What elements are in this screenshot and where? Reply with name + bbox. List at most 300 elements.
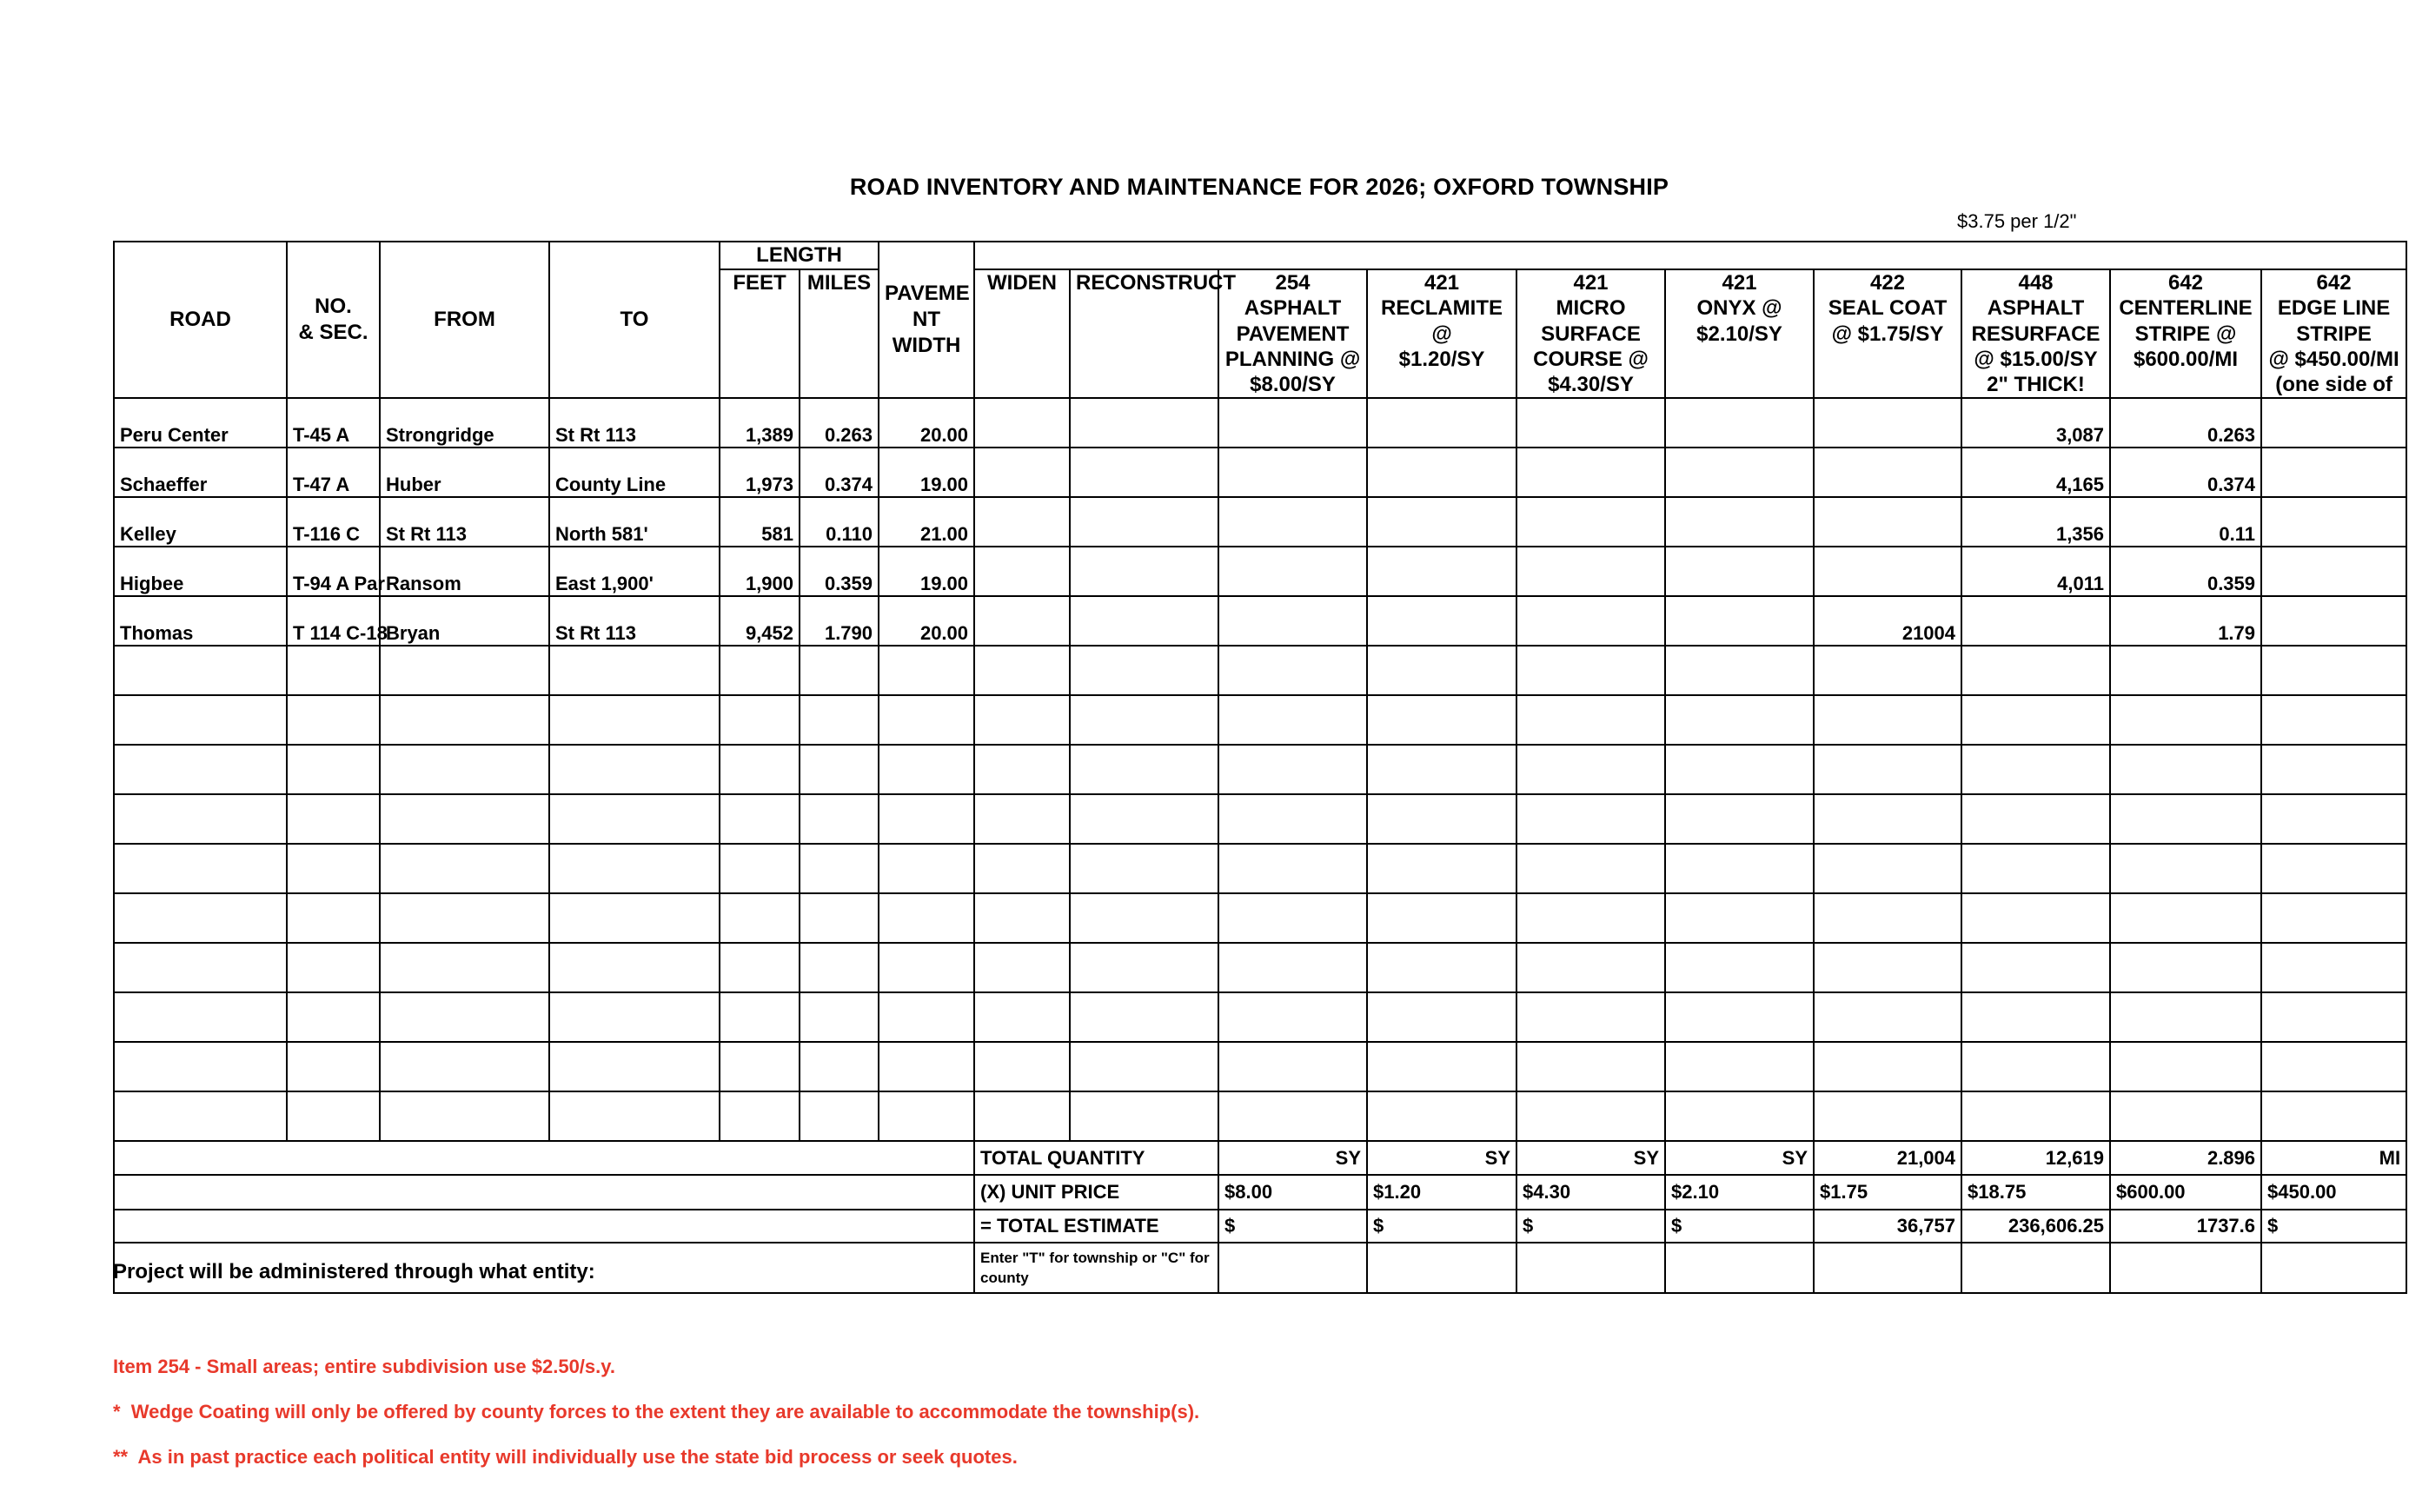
empty-row (114, 794, 2406, 844)
reconstruct-cell (1070, 448, 1218, 497)
table-row (114, 596, 2406, 646)
empty-cell (1961, 893, 2110, 943)
item-value-cell (2261, 398, 2406, 448)
empty-row (114, 943, 2406, 992)
empty-cell (114, 943, 287, 992)
totals-value-cell: SY (1665, 1141, 1814, 1175)
empty-cell (974, 893, 1070, 943)
item-value-cell (1516, 547, 1665, 596)
widen-cell (974, 497, 1070, 547)
empty-cell (1814, 893, 1961, 943)
empty-cell (287, 943, 380, 992)
empty-cell (1070, 1042, 1218, 1091)
header-spacer-strip (974, 242, 2406, 269)
empty-cell (879, 794, 974, 844)
item-value-cell: 0.263 (2110, 398, 2261, 448)
item-value-cell (2261, 448, 2406, 497)
col-header-reconstruct: RECONSTRUCT (1070, 269, 1218, 398)
empty-cell (974, 992, 1070, 1042)
empty-cell (1961, 745, 2110, 794)
table-row (114, 547, 2406, 596)
empty-cell (974, 943, 1070, 992)
price-note: $3.75 per 1/2" (1957, 210, 2077, 232)
empty-cell (1218, 695, 1367, 745)
empty-cell (1665, 943, 1814, 992)
col-header-item-448-asphalt-resurface: 448 ASPHALT RESURFACE @ $15.00/SY 2" THICK! (1961, 269, 2110, 398)
col-header-item-642-centerline-stripe: 642 CENTERLINE STRIPE @ $600.00/MI (2110, 269, 2261, 398)
empty-cell (1218, 745, 1367, 794)
empty-row (114, 1042, 2406, 1091)
empty-cell (114, 1042, 287, 1091)
unit-price-label: (X) UNIT PRICE (974, 1175, 1218, 1210)
empty-cell (974, 695, 1070, 745)
item-value-cell (1516, 398, 1665, 448)
miles-cell: 0.263 (800, 398, 879, 448)
no-sec-cell: T-47 A (287, 448, 380, 497)
empty-cell (1665, 844, 1814, 893)
no-sec-cell: T 114 C-18 (287, 596, 380, 646)
empty-cell (2110, 745, 2261, 794)
empty-cell (1516, 646, 1665, 695)
totals-value-cell: $450.00 (2261, 1175, 2406, 1210)
pavement-width-cell: 21.00 (879, 497, 974, 547)
empty-cell (720, 844, 800, 893)
totals-value-cell: $ (1367, 1210, 1516, 1243)
empty-cell (1070, 893, 1218, 943)
to-cell: East 1,900' (549, 547, 720, 596)
empty-cell (2261, 943, 2406, 992)
empty-cell (2261, 844, 2406, 893)
empty-cell (2261, 695, 2406, 745)
col-header-no-sec: NO. & SEC. (287, 242, 380, 398)
empty-cell (1814, 794, 1961, 844)
to-cell: North 581' (549, 497, 720, 547)
empty-cell (800, 893, 879, 943)
totals-value-cell: $ (2261, 1210, 2406, 1243)
totals-value-cell: 236,606.25 (1961, 1210, 2110, 1243)
empty-cell (1516, 992, 1665, 1042)
empty-cell (380, 844, 549, 893)
empty-cell (287, 646, 380, 695)
col-header-item-642-edge-line-stripe: 642 EDGE LINE STRIPE @ $450.00/MI (one side of (2261, 269, 2406, 398)
empty-cell (1961, 794, 2110, 844)
footnote-state-bid: ** As in past practice each political entity will individually use the state bid process or seek quotes. (113, 1446, 1018, 1468)
from-cell: Strongridge (380, 398, 549, 448)
totals-value-cell: 2.896 (2110, 1141, 2261, 1175)
no-sec-cell: T-94 A Par (287, 547, 380, 596)
feet-cell: 1,973 (720, 448, 800, 497)
totals-value-cell: $ (1665, 1210, 1814, 1243)
empty-cell (879, 943, 974, 992)
empty-cell (1218, 844, 1367, 893)
from-cell: Huber (380, 448, 549, 497)
totals-value-cell: SY (1516, 1141, 1665, 1175)
item-value-cell (2261, 547, 2406, 596)
empty-cell (1367, 745, 1516, 794)
item-value-cell: 21004 (1814, 596, 1961, 646)
empty-cell (879, 992, 974, 1042)
empty-cell (1814, 695, 1961, 745)
totals-value-cell (1814, 1243, 1961, 1293)
item-value-cell (1665, 547, 1814, 596)
item-value-cell (1367, 547, 1516, 596)
miles-cell: 1.790 (800, 596, 879, 646)
feet-cell: 1,389 (720, 398, 800, 448)
footnote-item-254: Item 254 - Small areas; entire subdivision use $2.50/s.y. (113, 1356, 615, 1377)
empty-cell (1070, 794, 1218, 844)
totals-value-cell: SY (1367, 1141, 1516, 1175)
empty-cell (1070, 992, 1218, 1042)
empty-cell (720, 893, 800, 943)
empty-cell (287, 1042, 380, 1091)
empty-cell (1218, 943, 1367, 992)
totals-value-cell: $ (1516, 1210, 1665, 1243)
empty-cell (2110, 1042, 2261, 1091)
empty-cell (2110, 893, 2261, 943)
item-value-cell (1367, 398, 1516, 448)
empty-cell (2110, 695, 2261, 745)
empty-cell (2261, 1042, 2406, 1091)
empty-cell (1814, 1042, 1961, 1091)
page-title: ROAD INVENTORY AND MAINTENANCE FOR 2026; OXFORD TOWNSHIP (849, 174, 1669, 200)
empty-cell (720, 646, 800, 695)
empty-cell (1814, 646, 1961, 695)
reconstruct-cell (1070, 596, 1218, 646)
empty-cell (1218, 794, 1367, 844)
empty-cell (720, 992, 800, 1042)
road-inventory-table (113, 241, 2407, 1294)
entity-entry-hint: Enter "T" for township or "C" for county (974, 1243, 1218, 1293)
empty-cell (287, 893, 380, 943)
item-value-cell (1218, 547, 1367, 596)
empty-cell (287, 695, 380, 745)
empty-cell (1814, 844, 1961, 893)
item-value-cell: 1,356 (1961, 497, 2110, 547)
empty-cell (1367, 695, 1516, 745)
empty-cell (549, 695, 720, 745)
item-value-cell (1516, 497, 1665, 547)
empty-cell (1516, 1042, 1665, 1091)
empty-cell (720, 1042, 800, 1091)
admin-entity-question: Project will be administered through what entity: (113, 1260, 595, 1283)
col-header-item-421-onyx: 421 ONYX @ $2.10/SY (1665, 269, 1814, 398)
item-value-cell (1961, 596, 2110, 646)
item-value-cell (1367, 596, 1516, 646)
totals-value-cell: SY (1218, 1141, 1367, 1175)
totals-value-cell (1516, 1243, 1665, 1293)
empty-cell (1961, 646, 2110, 695)
empty-cell (2261, 893, 2406, 943)
empty-cell (287, 992, 380, 1042)
empty-cell (380, 893, 549, 943)
col-header-item-254-asphalt-planning: 254 ASPHALT PAVEMENT PLANNING @ $8.00/SY (1218, 269, 1367, 398)
empty-cell (114, 992, 287, 1042)
total-quantity-label: TOTAL QUANTITY (974, 1141, 1218, 1175)
empty-row (114, 844, 2406, 893)
empty-cell (974, 794, 1070, 844)
pavement-width-cell: 19.00 (879, 448, 974, 497)
miles-cell: 0.359 (800, 547, 879, 596)
col-header-miles: MILES (800, 269, 879, 398)
empty-cell (2110, 844, 2261, 893)
empty-cell (380, 646, 549, 695)
empty-cell (720, 943, 800, 992)
totals-value-cell: $1.75 (1814, 1175, 1961, 1210)
empty-cell (549, 646, 720, 695)
empty-cell (1218, 893, 1367, 943)
item-value-cell (1218, 448, 1367, 497)
empty-cell (114, 745, 287, 794)
empty-cell (287, 794, 380, 844)
col-header-pavement-width: PAVEME NT WIDTH (879, 242, 974, 398)
empty-cell (879, 893, 974, 943)
empty-cell (974, 1042, 1070, 1091)
item-value-cell (1814, 547, 1961, 596)
empty-row (114, 1091, 2406, 1141)
totals-row (114, 1210, 2406, 1243)
empty-cell (879, 844, 974, 893)
empty-cell (2110, 646, 2261, 695)
item-value-cell (1665, 497, 1814, 547)
item-value-cell: 3,087 (1961, 398, 2110, 448)
totals-value-cell: 21,004 (1814, 1141, 1961, 1175)
footnote-wedge-coating: * Wedge Coating will only be offered by county forces to the extent they are available to accommodate the township(s). (113, 1401, 1200, 1422)
empty-cell (1367, 646, 1516, 695)
empty-cell (287, 844, 380, 893)
col-header-to: TO (549, 242, 720, 398)
item-value-cell (1218, 398, 1367, 448)
empty-cell (114, 794, 287, 844)
item-value-cell (1665, 398, 1814, 448)
from-cell: Ransom (380, 547, 549, 596)
totals-value-cell: $ (1218, 1210, 1367, 1243)
item-value-cell (1665, 448, 1814, 497)
total-estimate-label: = TOTAL ESTIMATE (974, 1210, 1218, 1243)
empty-cell (1218, 992, 1367, 1042)
empty-cell (1814, 943, 1961, 992)
empty-cell (879, 646, 974, 695)
miles-cell: 0.374 (800, 448, 879, 497)
empty-cell (1961, 1042, 2110, 1091)
widen-cell (974, 596, 1070, 646)
empty-cell (380, 943, 549, 992)
empty-cell (1665, 893, 1814, 943)
empty-cell (1367, 794, 1516, 844)
item-value-cell (1218, 497, 1367, 547)
road-cell: Thomas (114, 596, 287, 646)
empty-cell (2261, 646, 2406, 695)
totals-row (114, 1175, 2406, 1210)
widen-cell (974, 547, 1070, 596)
empty-cell (2110, 943, 2261, 992)
empty-row (114, 893, 2406, 943)
empty-row (114, 646, 2406, 695)
road-cell: Schaeffer (114, 448, 287, 497)
empty-cell (974, 844, 1070, 893)
empty-cell (114, 844, 287, 893)
empty-cell (800, 695, 879, 745)
col-header-feet: FEET (720, 269, 800, 398)
totals-value-cell: $600.00 (2110, 1175, 2261, 1210)
item-value-cell (2261, 497, 2406, 547)
item-value-cell: 0.11 (2110, 497, 2261, 547)
empty-cell (380, 745, 549, 794)
item-value-cell (1814, 398, 1961, 448)
item-value-cell (1814, 448, 1961, 497)
from-cell: St Rt 113 (380, 497, 549, 547)
empty-cell (2261, 1091, 2406, 1141)
reconstruct-cell (1070, 497, 1218, 547)
totals-value-cell (1218, 1243, 1367, 1293)
empty-cell (380, 992, 549, 1042)
empty-cell (1516, 844, 1665, 893)
widen-cell (974, 398, 1070, 448)
empty-cell (720, 1091, 800, 1141)
road-cell: Kelley (114, 497, 287, 547)
empty-cell (549, 794, 720, 844)
pavement-width-cell: 20.00 (879, 398, 974, 448)
miles-cell: 0.110 (800, 497, 879, 547)
item-value-cell: 4,165 (1961, 448, 2110, 497)
empty-cell (879, 695, 974, 745)
table-row (114, 497, 2406, 547)
item-value-cell: 0.359 (2110, 547, 2261, 596)
empty-cell (974, 646, 1070, 695)
empty-cell (549, 745, 720, 794)
empty-cell (1070, 1091, 1218, 1141)
empty-cell (114, 1091, 287, 1141)
col-header-length: LENGTH (720, 242, 879, 269)
totals-value-cell: $4.30 (1516, 1175, 1665, 1210)
empty-cell (1516, 794, 1665, 844)
empty-cell (549, 943, 720, 992)
empty-cell (879, 1091, 974, 1141)
empty-cell (879, 745, 974, 794)
totals-value-cell: 1737.6 (2110, 1210, 2261, 1243)
empty-cell (1665, 992, 1814, 1042)
item-value-cell (2261, 596, 2406, 646)
empty-cell (1961, 1091, 2110, 1141)
item-value-cell: 1.79 (2110, 596, 2261, 646)
empty-cell (879, 1042, 974, 1091)
totals-row (114, 1141, 2406, 1175)
empty-cell (720, 745, 800, 794)
table-row (114, 398, 2406, 448)
empty-cell (800, 844, 879, 893)
empty-cell (1516, 695, 1665, 745)
empty-cell (2110, 794, 2261, 844)
table-row (114, 448, 2406, 497)
empty-cell (1070, 646, 1218, 695)
item-value-cell (1814, 497, 1961, 547)
empty-row (114, 695, 2406, 745)
col-header-from: FROM (380, 242, 549, 398)
empty-cell (1665, 794, 1814, 844)
empty-cell (287, 745, 380, 794)
empty-cell (2261, 745, 2406, 794)
totals-value-cell: MI (2261, 1141, 2406, 1175)
empty-cell (1814, 992, 1961, 1042)
empty-cell (1070, 695, 1218, 745)
to-cell: St Rt 113 (549, 596, 720, 646)
totals-value-cell (2110, 1243, 2261, 1293)
empty-cell (720, 695, 800, 745)
totals-value-cell: $1.20 (1367, 1175, 1516, 1210)
empty-cell (1961, 992, 2110, 1042)
empty-cell (1367, 943, 1516, 992)
item-value-cell: 4,011 (1961, 547, 2110, 596)
empty-cell (380, 1042, 549, 1091)
totals-value-cell (1961, 1243, 2110, 1293)
item-value-cell (1516, 596, 1665, 646)
empty-cell (1218, 1091, 1367, 1141)
totals-spacer (114, 1210, 974, 1243)
empty-cell (974, 745, 1070, 794)
empty-cell (1070, 745, 1218, 794)
pavement-width-cell: 19.00 (879, 547, 974, 596)
col-header-item-421-micro-surface: 421 MICRO SURFACE COURSE @ $4.30/SY (1516, 269, 1665, 398)
totals-value-cell: $18.75 (1961, 1175, 2110, 1210)
item-value-cell: 0.374 (2110, 448, 2261, 497)
feet-cell: 581 (720, 497, 800, 547)
empty-cell (287, 1091, 380, 1141)
empty-cell (1665, 745, 1814, 794)
empty-cell (800, 745, 879, 794)
empty-cell (720, 794, 800, 844)
empty-cell (1516, 943, 1665, 992)
road-cell: Peru Center (114, 398, 287, 448)
empty-cell (1218, 646, 1367, 695)
empty-cell (549, 1042, 720, 1091)
empty-cell (1516, 893, 1665, 943)
empty-cell (1665, 646, 1814, 695)
empty-cell (2261, 794, 2406, 844)
empty-cell (1516, 1091, 1665, 1141)
empty-cell (549, 1091, 720, 1141)
empty-row (114, 992, 2406, 1042)
empty-cell (1218, 1042, 1367, 1091)
empty-cell (800, 1042, 879, 1091)
item-value-cell (1665, 596, 1814, 646)
empty-cell (549, 992, 720, 1042)
totals-value-cell: 36,757 (1814, 1210, 1961, 1243)
reconstruct-cell (1070, 547, 1218, 596)
empty-cell (114, 646, 287, 695)
totals-value-cell: 12,619 (1961, 1141, 2110, 1175)
totals-value-cell (1665, 1243, 1814, 1293)
empty-cell (380, 1091, 549, 1141)
empty-cell (1814, 745, 1961, 794)
no-sec-cell: T-116 C (287, 497, 380, 547)
empty-cell (1367, 992, 1516, 1042)
item-value-cell (1367, 497, 1516, 547)
empty-cell (1070, 844, 1218, 893)
pavement-width-cell: 20.00 (879, 596, 974, 646)
totals-spacer (114, 1141, 974, 1175)
empty-cell (1665, 1091, 1814, 1141)
empty-cell (2110, 992, 2261, 1042)
empty-cell (800, 646, 879, 695)
to-cell: County Line (549, 448, 720, 497)
empty-cell (1367, 844, 1516, 893)
empty-cell (380, 794, 549, 844)
from-cell: Bryan (380, 596, 549, 646)
col-header-widen: WIDEN (974, 269, 1070, 398)
empty-cell (1665, 1042, 1814, 1091)
totals-value-cell (2261, 1243, 2406, 1293)
col-header-item-421-reclamite: 421 RECLAMITE @ $1.20/SY (1367, 269, 1516, 398)
empty-cell (2261, 992, 2406, 1042)
